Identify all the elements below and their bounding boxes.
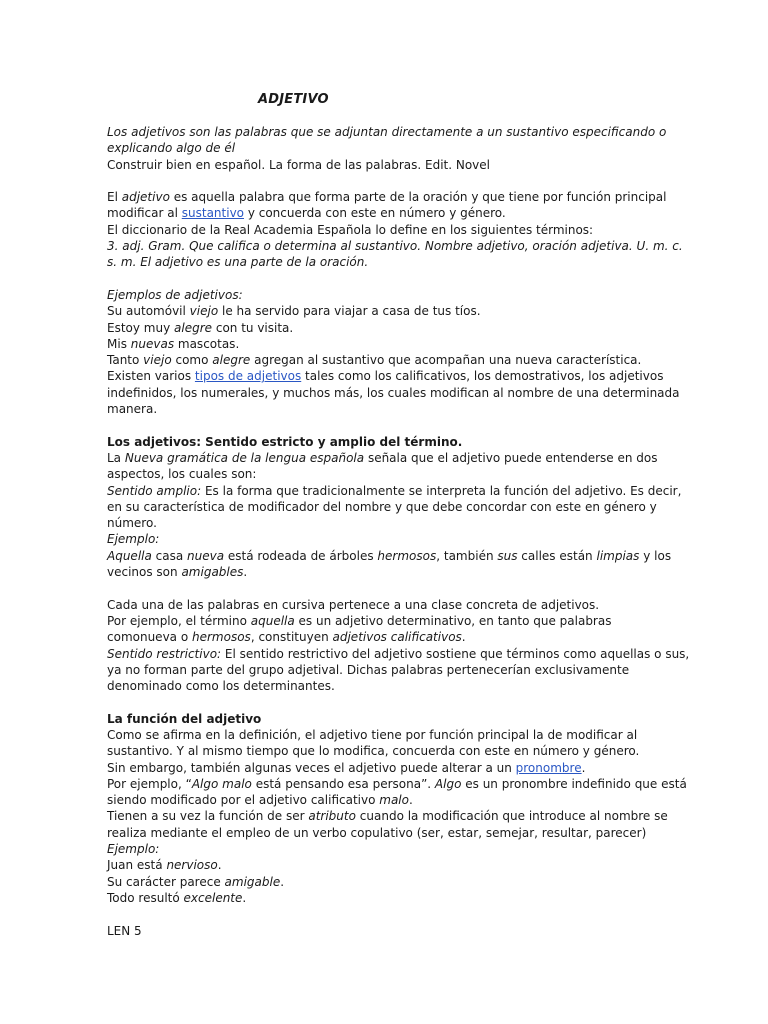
text-line: Sentido amplio: Es la forma que tradicionalmente se interpreta la función del adjetivo. Es decir, (107, 483, 682, 498)
text-line: Tienen a su vez la función de ser atributo cuando la modificación que introduce al nombre se (107, 809, 668, 824)
example-line: vecinos son amigables. (107, 565, 248, 580)
text-line: sustantivo. Y al mismo tiempo que lo modifica, concuerda con este en número y género. (107, 744, 640, 759)
rae-definition: s. m. El adjetivo es una parte de la oración. (107, 255, 369, 270)
text-line: Sentido restrictivo: El sentido restrictivo del adjetivo sostiene que términos como aquellas o sus, (107, 646, 690, 661)
text-line: Por ejemplo, “Algo malo está pensando esa persona”. Algo es un pronombre indefinido que está (107, 776, 687, 791)
rae-definition: 3. adj. Gram. Que califica o determina al sustantivo. Nombre adjetivo, oración adjetiva. U. m. c. (107, 239, 683, 254)
text-line: denominado como los determinantes. (107, 679, 335, 694)
section-heading: Los adjetivos: Sentido estricto y amplio del término. (107, 434, 463, 449)
text-line: realiza mediante el empleo de un verbo copulativo (ser, estar, semejar, resultar, parecer) (107, 825, 647, 840)
section-heading: La función del adjetivo (107, 711, 262, 726)
text-line: indefinidos, los numerales, y muchos más, los cuales modifican al nombre de una determinada (107, 385, 680, 400)
classes-paragraph (107, 597, 690, 695)
text-line: Sin embargo, también algunas veces el adjetivo puede alterar a un pronombre. (107, 760, 586, 775)
examples-paragraph (107, 287, 680, 417)
sustantivo-link[interactable]: sustantivo (181, 206, 245, 221)
tipos-de-adjetivos-link[interactable]: tipos de adjetivos (194, 369, 302, 384)
document-body (107, 124, 690, 939)
text-line: manera. (107, 402, 158, 417)
text-line: El adjetivo es aquella palabra que forma parte de la oración y que tiene por función principal (107, 190, 667, 205)
page-title: ADJETIVO (258, 92, 329, 107)
text-line: ya no forman parte del grupo adjetival. Dichas palabras pertenecerían exclusivamente (107, 662, 630, 677)
text-line: Por ejemplo, el término aquella es un adjetivo determinativo, en tanto que palabras (107, 613, 612, 628)
example-line: Tanto viejo como alegre agregan al sustantivo que acompañan una nueva característica. (107, 353, 642, 368)
example-line: Estoy muy alegre con tu visita. (107, 320, 294, 335)
example-label: Ejemplo: (107, 532, 160, 547)
footer-code: LEN 5 (107, 923, 142, 938)
text-line: Existen varios tipos de adjetivos tales como los calificativos, los demostrativos, los adjetivos (107, 369, 664, 384)
example-line: Aquella casa nueva está rodeada de árboles hermosos, también sus calles están limpias y los (107, 548, 672, 563)
example-line: Mis nuevas mascotas. (107, 336, 240, 351)
intro-source: Construir bien en español. La forma de las palabras. Edit. Novel (107, 157, 490, 172)
function-section (107, 711, 687, 907)
examples-heading: Ejemplos de adjetivos: (107, 287, 243, 302)
text-line: Cada una de las palabras en cursiva pertenece a una clase concreta de adjetivos. (107, 597, 600, 612)
example-line: Todo resultó excelente. (107, 890, 247, 905)
text-line: comonueva o hermosos, constituyen adjetivos calificativos. (107, 630, 466, 645)
text-line: en su característica de modificador del nombre y que debe concordar con este en género y (107, 499, 657, 514)
intro (107, 124, 667, 173)
text-line: modificar al sustantivo y concuerda con este en número y género. (107, 206, 506, 221)
example-line: Su carácter parece amigable. (107, 874, 285, 889)
text-line: La Nueva gramática de la lengua española señala que el adjetivo puede entenderse en dos (107, 450, 658, 465)
example-line: Su automóvil viejo le ha servido para viajar a casa de tus tíos. (107, 304, 481, 319)
text-line: El diccionario de la Real Academia Española lo define en los siguientes términos: (107, 222, 594, 237)
pronombre-link[interactable]: pronombre (515, 760, 582, 775)
text-line: Como se afirma en la definición, el adjetivo tiene por función principal la de modificar al (107, 727, 638, 742)
definition-paragraph (107, 189, 683, 270)
sense-section (107, 434, 682, 581)
intro-line: Los adjetivos son las palabras que se adjuntan directamente a un sustantivo especificando o (107, 125, 667, 139)
intro-line: explicando algo de él (107, 141, 236, 156)
example-label: Ejemplo: (107, 842, 160, 857)
text-line: aspectos, los cuales son: (107, 467, 257, 482)
example-line: Juan está nervioso. (107, 858, 222, 873)
text-line: siendo modificado por el adjetivo calificativo malo. (107, 793, 413, 808)
text-line: número. (107, 516, 157, 531)
